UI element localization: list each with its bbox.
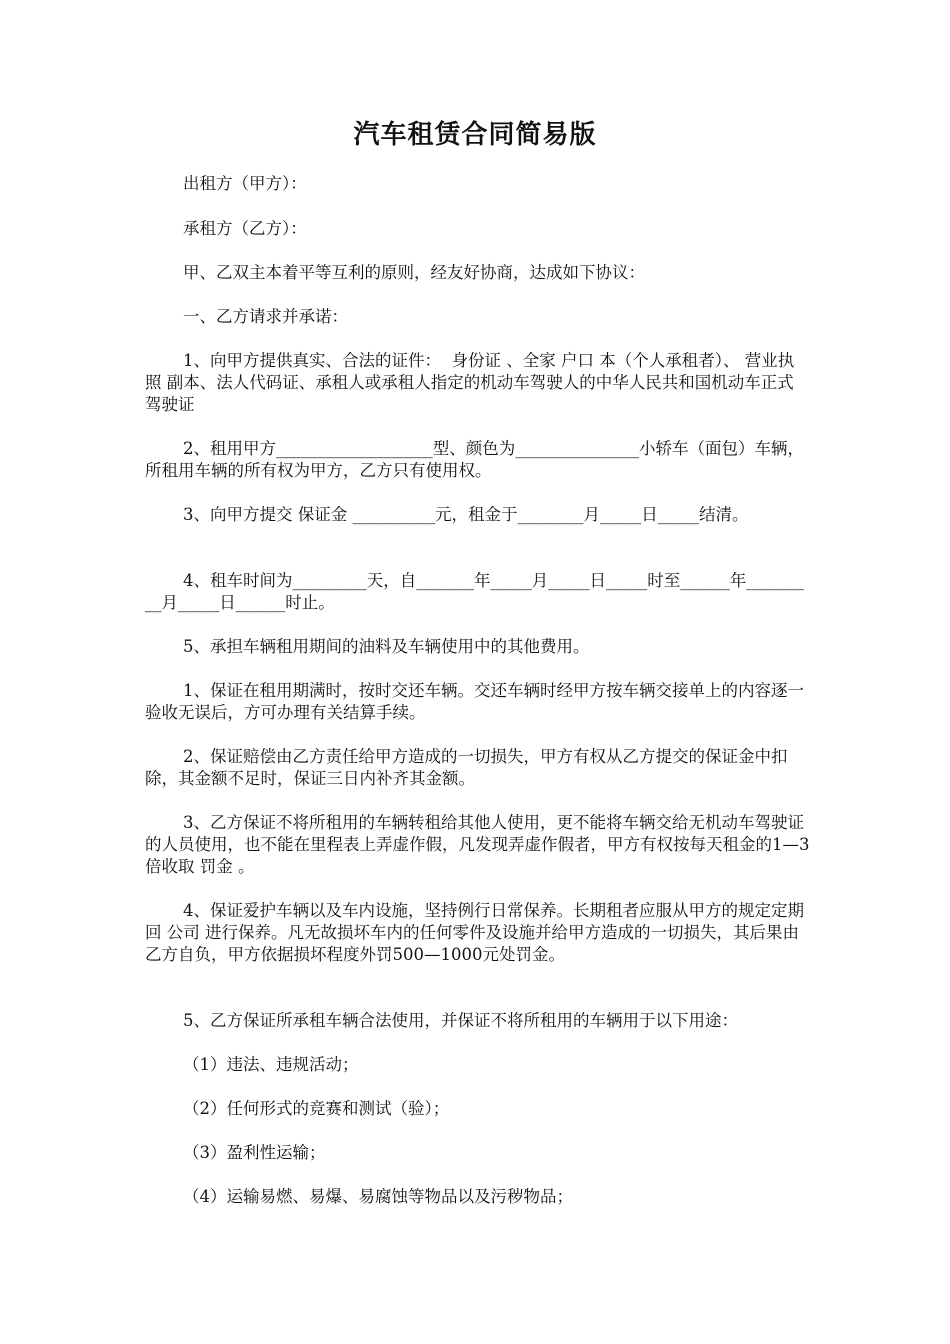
clause-vehicle: 2、租用甲方___________________型、颜色为_______________小轿车（面包）车辆，所租用车辆的所有权为甲方，乙方只有使用权。 bbox=[145, 439, 804, 480]
clause-maintenance: 4、保证爱护车辆以及车内设施，坚持例行日常保养。长期租者应服从甲方的规定定期回 公司 进行保养。凡无故损坏车内的任何零件及设施并给甲方造成的一切损失，其后果由乙方自负，甲方依据损坏程度外罚500—1000元处罚金。 bbox=[145, 901, 804, 964]
paragraph-lessor: 出租方（甲方）： bbox=[183, 174, 307, 193]
list-item-illegal-activity: （1）违法、违规活动； bbox=[183, 1055, 359, 1074]
list-item-competition: （2）任何形式的竞赛和测试（验）； bbox=[183, 1099, 450, 1118]
paragraph-lessee: 承租方（乙方）： bbox=[183, 219, 307, 238]
clause-legal-use: 5、乙方保证所承租车辆合法使用，并保证不将所租用的车辆用于以下用途： bbox=[183, 1011, 738, 1030]
clause-return-vehicle: 1、保证在租用期满时，按时交还车辆。交还车辆时经甲方按车辆交接单上的内容逐一验收无误后，方可办理有关结算手续。 bbox=[145, 681, 804, 722]
list-item-hazardous-goods: （4）运输易燃、易爆、易腐蚀等物品以及污秽物品； bbox=[183, 1187, 573, 1206]
list-item-commercial-transport: （3）盈利性运输； bbox=[183, 1143, 326, 1162]
clause-documents: 1、向甲方提供真实、合法的证件： 身份证 、全家 户口 本（个人承租者）、 营业执照 副本、法人代码证、承租人或承租人指定的机动车驾驶人的中华人民共和国机动车正式 驾驶证 bbox=[145, 351, 799, 414]
clause-compensation: 2、保证赔偿由乙方责任给甲方造成的一切损失，甲方有权从乙方提交的保证金中扣除，其金额不足时，保证三日内补齐其金额。 bbox=[145, 747, 788, 788]
document-title: 汽车租赁合同简易版 bbox=[353, 120, 597, 150]
paragraph-agreement-intro: 甲、乙双主本着平等互利的原则，经友好协商，达成如下协议： bbox=[183, 263, 645, 282]
clause-deposit: 3、向甲方提交 保证金 __________元，租金于________月_____日_____结清。 bbox=[183, 505, 749, 524]
clause-rental-period: 4、租车时间为_________天，自_______年_____月_____日_____时至______年_________月_____日______时止。 bbox=[145, 571, 804, 612]
section-heading-lessee-commitments: 一、乙方请求并承诺： bbox=[183, 307, 348, 326]
clause-fuel-costs: 5、承担车辆租用期间的油料及车辆使用中的其他费用。 bbox=[183, 637, 590, 656]
clause-no-sublease: 3、乙方保证不将所租用的车辆转租给其他人使用，更不能将车辆交给无机动车驾驶证的人员使用，也不能在里程表上弄虚作假，凡发现弄虚作假者，甲方有权按每天租金的1—3倍收取 罚金 。 bbox=[145, 813, 810, 876]
